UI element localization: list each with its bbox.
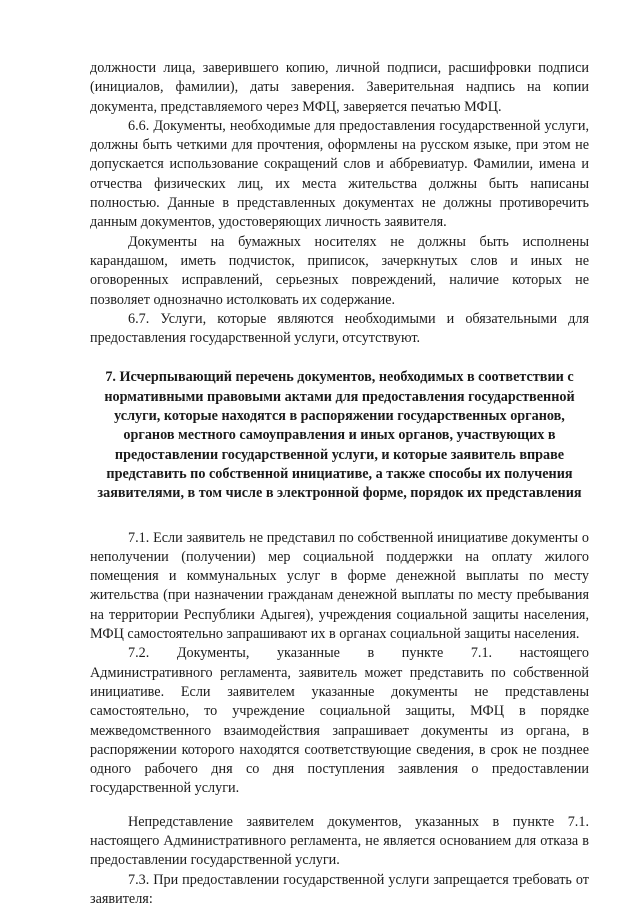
word: 7.1.: [470, 645, 493, 662]
paragraph-7-2-first-line: [90, 644, 589, 663]
paragraph-6-7: 6.7. Услуги, которые являются необходимыми и обязательными для предоставления государственной услуги, отсутствуют.: [90, 310, 589, 347]
paragraph-7-1: 7.1. Если заявитель не представил по собственной инициативе документы о неполучении (получении) мер социальной поддержки на оплату жилого помещения и коммунальных услуг в форме денежной выплаты по месту жительства (при назначении гражданам денежной выплаты по месту пребывания на территории Республики Адыгея), учреждения социальной защиты населения, МФЦ самостоятельно запрашивают их в органах социальной защиты населения.: [90, 529, 589, 643]
paragraph-nonsubmission: Непредставление заявителем документов, указанных в пункте 7.1. настоящего Административного регламента, не является основанием для отказа в предоставлении государственной услуги.: [90, 813, 589, 869]
document-body: [90, 59, 589, 909]
paragraph-6-6: 6.6. Документы, необходимые для предоставления государственной услуги, должны быть четкими для прочтения, оформлены на русском языке, при этом не допускается использование сокращений слов и аббревиатур. Фамилии, имена и отчества физических лиц, их места жительства должны быть написаны полностью. Данные в представленных документах не должны противоречить данным документов, удостоверяющих личность заявителя.: [90, 117, 589, 231]
word: указанные: [276, 645, 340, 662]
word: 7.2.: [128, 645, 150, 662]
word: в: [367, 645, 375, 662]
paragraph-paper-documents: Документы на бумажных носителях не должны быть исполнены карандашом, иметь подчисток, приписок, зачеркнутых слов и иных не оговоренных исправлений, серьезных повреждений, наличие которых не позволяет однозначно истолковать их содержание.: [90, 233, 589, 308]
word: настоящего: [519, 645, 589, 662]
word: пункте: [401, 645, 444, 662]
paragraph-7-3: 7.3. При предоставлении государственной услуги запрещается требовать от заявителя:: [90, 871, 589, 907]
section-7-heading: 7. Исчерпывающий перечень документов, необходимых в соответствии с нормативными правовыми актами для предоставления государственной услуги, которые находятся в распоряжении государственных органов, органов местного самоуправления и иных органов, участвующих в предоставлении государственной услуги, и которые заявитель вправе представить по собственной инициативе, а также способы их получения заявителями, в том числе в электронной форме, порядок их представления: [97, 369, 582, 502]
word: Документы,: [176, 645, 250, 662]
paragraph-7-2: Административного регламента, заявитель может представить по собственной инициативе. Если заявителем указанные документы не представлены самостоятельно, то учреждение социальной защиты, МФЦ в порядке межведомственного взаимодействия запрашивает документы из органа, в распоряжении которого находятся соответствующие сведения, в срок не позднее одного рабочего дня со дня поступления заявления о предоставлении государственной услуги.: [90, 664, 589, 797]
paragraph-continuation: должности лица, заверившего копию, личной подписи, расшифровки подписи (инициалов, фамилии), даты заверения. Заверительная надпись на копии документа, представляемого через МФЦ, заверяется печатью МФЦ.: [90, 60, 589, 115]
